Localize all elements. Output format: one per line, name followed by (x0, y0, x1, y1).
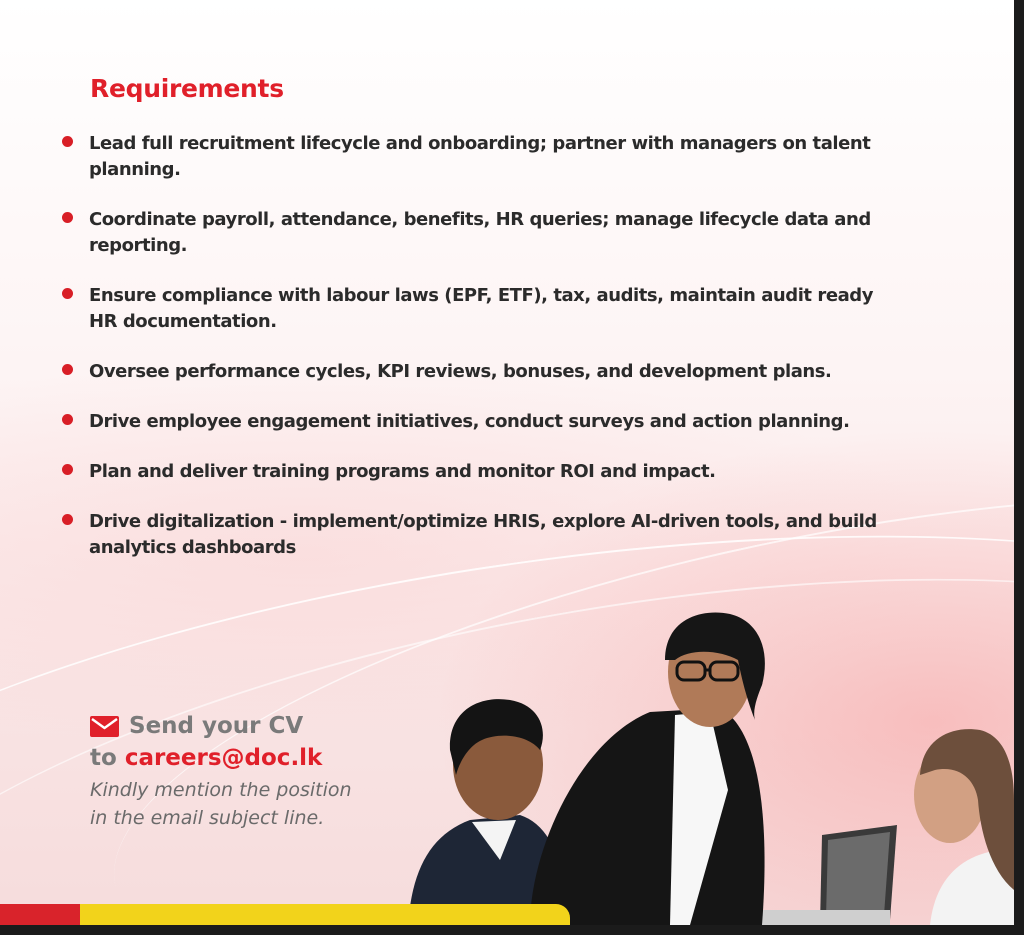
bullet-icon (62, 464, 73, 475)
list-item (62, 283, 902, 335)
to-label: to (90, 745, 117, 771)
list-item (62, 409, 902, 435)
list-item (62, 131, 902, 183)
email-subject-note (90, 776, 430, 832)
list-item (62, 359, 902, 385)
bullet-icon (62, 364, 73, 375)
bullet-icon (62, 212, 73, 223)
requirements-heading: Requirements (90, 74, 284, 103)
footer-accent-yellow (80, 904, 570, 925)
bullet-icon (62, 514, 73, 525)
apply-callout (90, 710, 430, 832)
requirement-text: Lead full recruitment lifecycle and onboarding; partner with managers on talent planning. (89, 133, 871, 180)
requirement-text: Ensure compliance with labour laws (EPF, ETF), tax, audits, maintain audit ready HR documentation. (89, 285, 874, 332)
frame-border (1014, 0, 1024, 935)
requirement-text: Oversee performance cycles, KPI reviews, bonuses, and development plans. (89, 361, 832, 382)
footer-accent-red (0, 904, 92, 925)
requirement-text: Drive digitalization - implement/optimize HRIS, explore AI-driven tools, and build analytics dashboards (89, 511, 877, 558)
list-item (62, 509, 902, 561)
note-line: Kindly mention the position (90, 779, 352, 801)
woman-figure (530, 613, 765, 925)
requirement-text: Coordinate payroll, attendance, benefits, HR queries; manage lifecycle data and reporting. (89, 209, 871, 256)
bullet-icon (62, 288, 73, 299)
list-item (62, 207, 902, 259)
bullet-icon (62, 414, 73, 425)
list-item (62, 459, 902, 485)
team-photo (390, 600, 1014, 925)
bullet-icon (62, 136, 73, 147)
note-line: in the email subject line. (90, 807, 325, 829)
careers-email-link[interactable]: careers@doc.lk (124, 745, 323, 771)
frame-border (0, 925, 1024, 935)
requirement-text: Drive employee engagement initiatives, conduct surveys and action planning. (89, 411, 850, 432)
send-cv-label: Send your CV (129, 713, 304, 739)
mail-icon (90, 716, 119, 737)
woman-right-figure (914, 729, 1014, 925)
requirement-text: Plan and deliver training programs and monitor ROI and impact. (89, 461, 716, 482)
requirements-list (62, 131, 902, 585)
